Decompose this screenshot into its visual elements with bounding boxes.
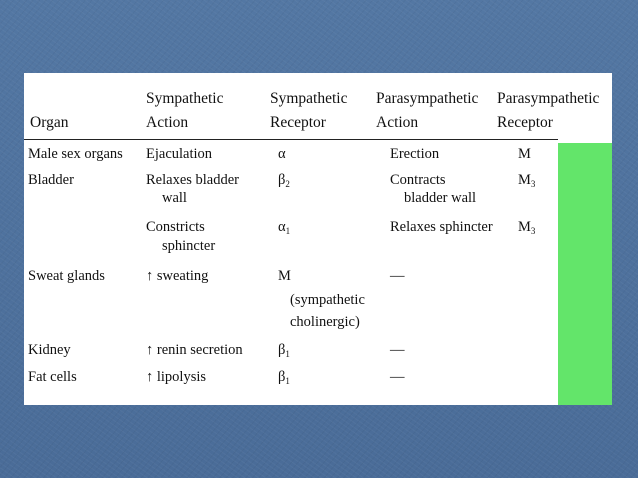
- cell-symp-action-kidney: ↑ renin secretion: [146, 342, 243, 358]
- receptor-subscript: 3: [530, 179, 536, 189]
- autonomic-receptor-table: [24, 73, 612, 405]
- cell-symp-receptor-sweat-note1: (sympathetic: [290, 292, 365, 308]
- green-highlight-block: [558, 143, 612, 405]
- receptor-symbol: β: [278, 342, 286, 358]
- receptor-symbol: β: [278, 172, 286, 188]
- receptor-symbol: M: [518, 219, 531, 235]
- cell-organ-fat-cells: Fat cells: [28, 369, 77, 385]
- cell-symp-action-bladder-2: Constricts: [146, 219, 205, 235]
- cell-organ-bladder: Bladder: [28, 172, 74, 188]
- cell-para-receptor-bladder-1: [518, 171, 535, 194]
- header-rule: [24, 139, 558, 140]
- receptor-subscript: 1: [285, 349, 290, 359]
- header-parasympathetic-receptor-line2: Receptor: [497, 114, 553, 131]
- cell-para-action-kidney: —: [390, 342, 405, 358]
- cell-para-receptor-bladder-2: [518, 218, 535, 241]
- cell-organ-sweat-glands: Sweat glands: [28, 268, 105, 284]
- cell-symp-receptor-bladder-1: [278, 171, 290, 194]
- cell-symp-receptor-sweat-note2: cholinergic): [290, 314, 360, 330]
- receptor-subscript: 1: [285, 376, 290, 386]
- cell-symp-action-male: Ejaculation: [146, 146, 213, 162]
- cell-organ-male-sex-organs: Male sex organs: [28, 146, 123, 162]
- header-sympathetic-receptor-line1: Sympathetic: [270, 90, 348, 107]
- cell-symp-action-sweat: ↑ sweating: [146, 268, 209, 284]
- cell-symp-receptor-sweat: M: [278, 268, 291, 284]
- header-parasympathetic-action-line1: Parasympathetic: [376, 90, 479, 107]
- cell-symp-action-bladder-1b: wall: [162, 190, 187, 206]
- cell-para-action-bladder-1b: bladder wall: [404, 190, 477, 206]
- header-sympathetic-action-line2: Action: [146, 114, 189, 131]
- cell-para-action-fat: —: [390, 369, 405, 385]
- cell-symp-action-bladder-1: Relaxes bladder: [146, 172, 240, 188]
- cell-para-action-bladder-2: Relaxes sphincter: [390, 219, 493, 235]
- cell-symp-action-fat: ↑ lipolysis: [146, 369, 207, 385]
- header-organ: Organ: [30, 114, 69, 131]
- receptor-symbol: β: [278, 369, 286, 385]
- cell-symp-receptor-fat: [278, 368, 290, 391]
- header-sympathetic-action-line1: Sympathetic: [146, 90, 224, 107]
- header-parasympathetic-action-line2: Action: [376, 114, 419, 131]
- receptor-symbol: α: [278, 219, 286, 235]
- receptor-subscript: 3: [530, 226, 536, 236]
- cell-organ-kidney: Kidney: [28, 342, 71, 358]
- receptor-subscript: 2: [285, 179, 290, 189]
- cell-para-action-male: Erection: [390, 146, 440, 162]
- cell-para-action-bladder-1: Contracts: [390, 172, 446, 188]
- receptor-subscript: 1: [285, 226, 291, 236]
- cell-symp-receptor-male: α: [278, 146, 286, 162]
- cell-para-action-sweat: —: [390, 268, 405, 284]
- cell-symp-action-bladder-2b: sphincter: [162, 238, 216, 254]
- cell-symp-receptor-kidney: [278, 341, 290, 364]
- header-parasympathetic-receptor-line1: Parasympathetic: [497, 90, 600, 107]
- cell-symp-receptor-bladder-2: [278, 218, 290, 241]
- receptor-symbol: M: [518, 172, 531, 188]
- cell-para-receptor-male: M: [518, 146, 531, 162]
- header-sympathetic-receptor-line2: Receptor: [270, 114, 326, 131]
